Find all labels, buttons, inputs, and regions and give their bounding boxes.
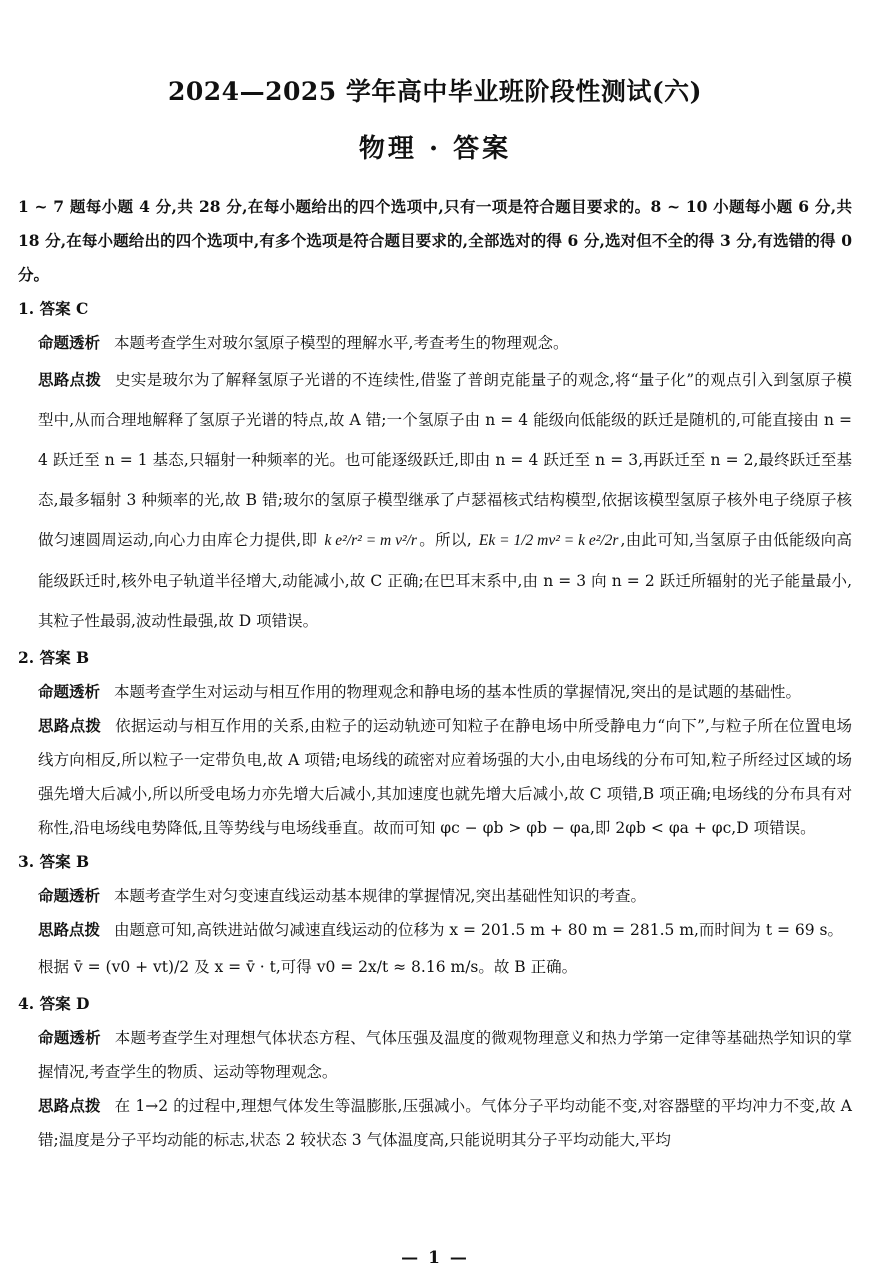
q1-approach-text-c: ,由此可知,当氢原子由低能级向高能级跃迁时,核外电子轨道半径增大,动能减小,故 C 正确;在巴耳末系中,由 n = 3 向 n = 2 跃迁所辐射的光子能量最小,其粒子性最弱,波动性最强,故 D 项错误。 bbox=[38, 531, 852, 630]
q2-analysis-text: 本题考查学生对运动与相互作用的物理观念和静电场的基本性质的掌握情况,突出的是试题的基础性。 bbox=[114, 683, 801, 701]
q4-answer-header: 4. 答案 D bbox=[18, 994, 90, 1013]
scoring-instructions: 1 ~ 7 题每小题 4 分,共 28 分,在每小题给出的四个选项中,只有一项是符合题目要求的。8 ~ 10 小题每小题 6 分,共 18 分,在每小题给出的四个选项中,有多个选项是符合题目要求的,全部选对的得 6 分,选对但不全的得 3 分,有选错的得 0 分。 bbox=[18, 197, 852, 284]
q4-analysis bbox=[18, 1021, 852, 1089]
q1-approach bbox=[18, 360, 852, 641]
q2-approach-text: 依据运动与相互作用的关系,由粒子的运动轨迹可知粒子在静电场中所受静电力“向下”,与粒子所在位置电场线方向相反,所以粒子一定带负电,故 A 项错;电场线的疏密对应着场强的大小,由电场线的分布可知,粒子所经过区域的场强先增大后减小,所以所受电场力亦先增大后减小,其加速度也就先增大后减小,故 C 项错,B 项正确;电场线的分布具有对称性,沿电场线电势降低,且等势线与电场线垂直。故而可知 φc − φb > φb − φa,即 2φb < φa + φc,D 项错误。 bbox=[38, 717, 852, 837]
q2-analysis bbox=[18, 675, 852, 709]
analysis-label: 命题透析 bbox=[38, 333, 101, 352]
q1-kinetic-energy-formula: Ek = 1/2 mv² = k e²/2r bbox=[478, 532, 619, 549]
q3-approach-text-a: 由题意可知,高铁进站做匀减速直线运动的位移为 x = 201.5 m + 80 m = 281.5 m,而时间为 t = 69 s。 bbox=[114, 921, 844, 939]
q1-analysis-text: 本题考查学生对玻尔氢原子模型的理解水平,考查考生的物理观念。 bbox=[114, 334, 569, 352]
analysis-label: 命题透析 bbox=[38, 886, 101, 905]
page-subtitle: 物理 · 答案 bbox=[358, 134, 512, 164]
analysis-label: 命题透析 bbox=[38, 1028, 101, 1047]
q3-approach bbox=[18, 913, 852, 947]
q2-answer-header: 2. 答案 B bbox=[18, 648, 90, 667]
approach-label: 思路点拨 bbox=[38, 370, 102, 389]
approach-label: 思路点拨 bbox=[38, 716, 102, 735]
q3-analysis-text: 本题考查学生对匀变速直线运动基本规律的掌握情况,突出基础性知识的考查。 bbox=[114, 887, 646, 905]
page-title: 2024—2025 学年高中毕业班阶段性测试(六) bbox=[167, 77, 703, 106]
page-number: — 1 — bbox=[401, 1248, 469, 1268]
q1-approach-text-a: 史实是玻尔为了解释氢原子光谱的不连续性,借鉴了普朗克能量子的观念,将“量子化”的观点引入到氢原子模型中,从而合理地解释了氢原子光谱的特点,故 A 错;一个氢原子由 n = 4 能级向低能级的跃迁是随机的,可能直接由 n = 4 跃迁至 n = 1 基态,只辐射一种频率的光。也可能逐级跃迁,即由 n = 4 跃迁至 n = 3,再跃迁至 n = 2,最终跃迁至基态,最多辐射 3 种频率的光,故 B 错;玻尔的氢原子模型继承了卢瑟福核式结构模型,依据该模型氢原子核外电子绕原子核做匀速圆周运动,向心力由库仑力提供,即 bbox=[38, 371, 852, 549]
answer-content bbox=[18, 190, 852, 1157]
q4-approach-text: 在 1→2 的过程中,理想气体发生等温膨胀,压强减小。气体分子平均动能不变,对容器壁的平均冲力不变,故 A 错;温度是分子平均动能的标志,状态 2 较状态 3 气体温度高,只能说明其分子平均动能大,平均 bbox=[38, 1097, 852, 1149]
q2-approach bbox=[18, 709, 852, 845]
q4-analysis-text: 本题考查学生对理想气体状态方程、气体压强及温度的微观物理意义和热力学第一定律等基础热学知识的掌握情况,考查学生的物质、运动等物理观念。 bbox=[38, 1029, 852, 1081]
q3-answer-header: 3. 答案 B bbox=[18, 852, 90, 871]
approach-label: 思路点拨 bbox=[38, 1096, 101, 1115]
q1-coulomb-formula: k e²/r² = m v²/r bbox=[324, 532, 417, 549]
approach-label: 思路点拨 bbox=[38, 920, 101, 939]
q1-answer-header: 1. 答案 C bbox=[18, 299, 89, 318]
q1-analysis bbox=[18, 326, 852, 360]
q4-approach bbox=[18, 1089, 852, 1157]
analysis-label: 命题透析 bbox=[38, 682, 101, 701]
q3-approach-continued: 根据 v̄ = (v0 + vt)/2 及 x = v̄ · t,可得 v0 = 2x/t ≈ 8.16 m/s。故 B 正确。 bbox=[38, 958, 578, 976]
q1-approach-text-b: 。所以, bbox=[418, 531, 472, 549]
q3-analysis bbox=[18, 879, 852, 913]
